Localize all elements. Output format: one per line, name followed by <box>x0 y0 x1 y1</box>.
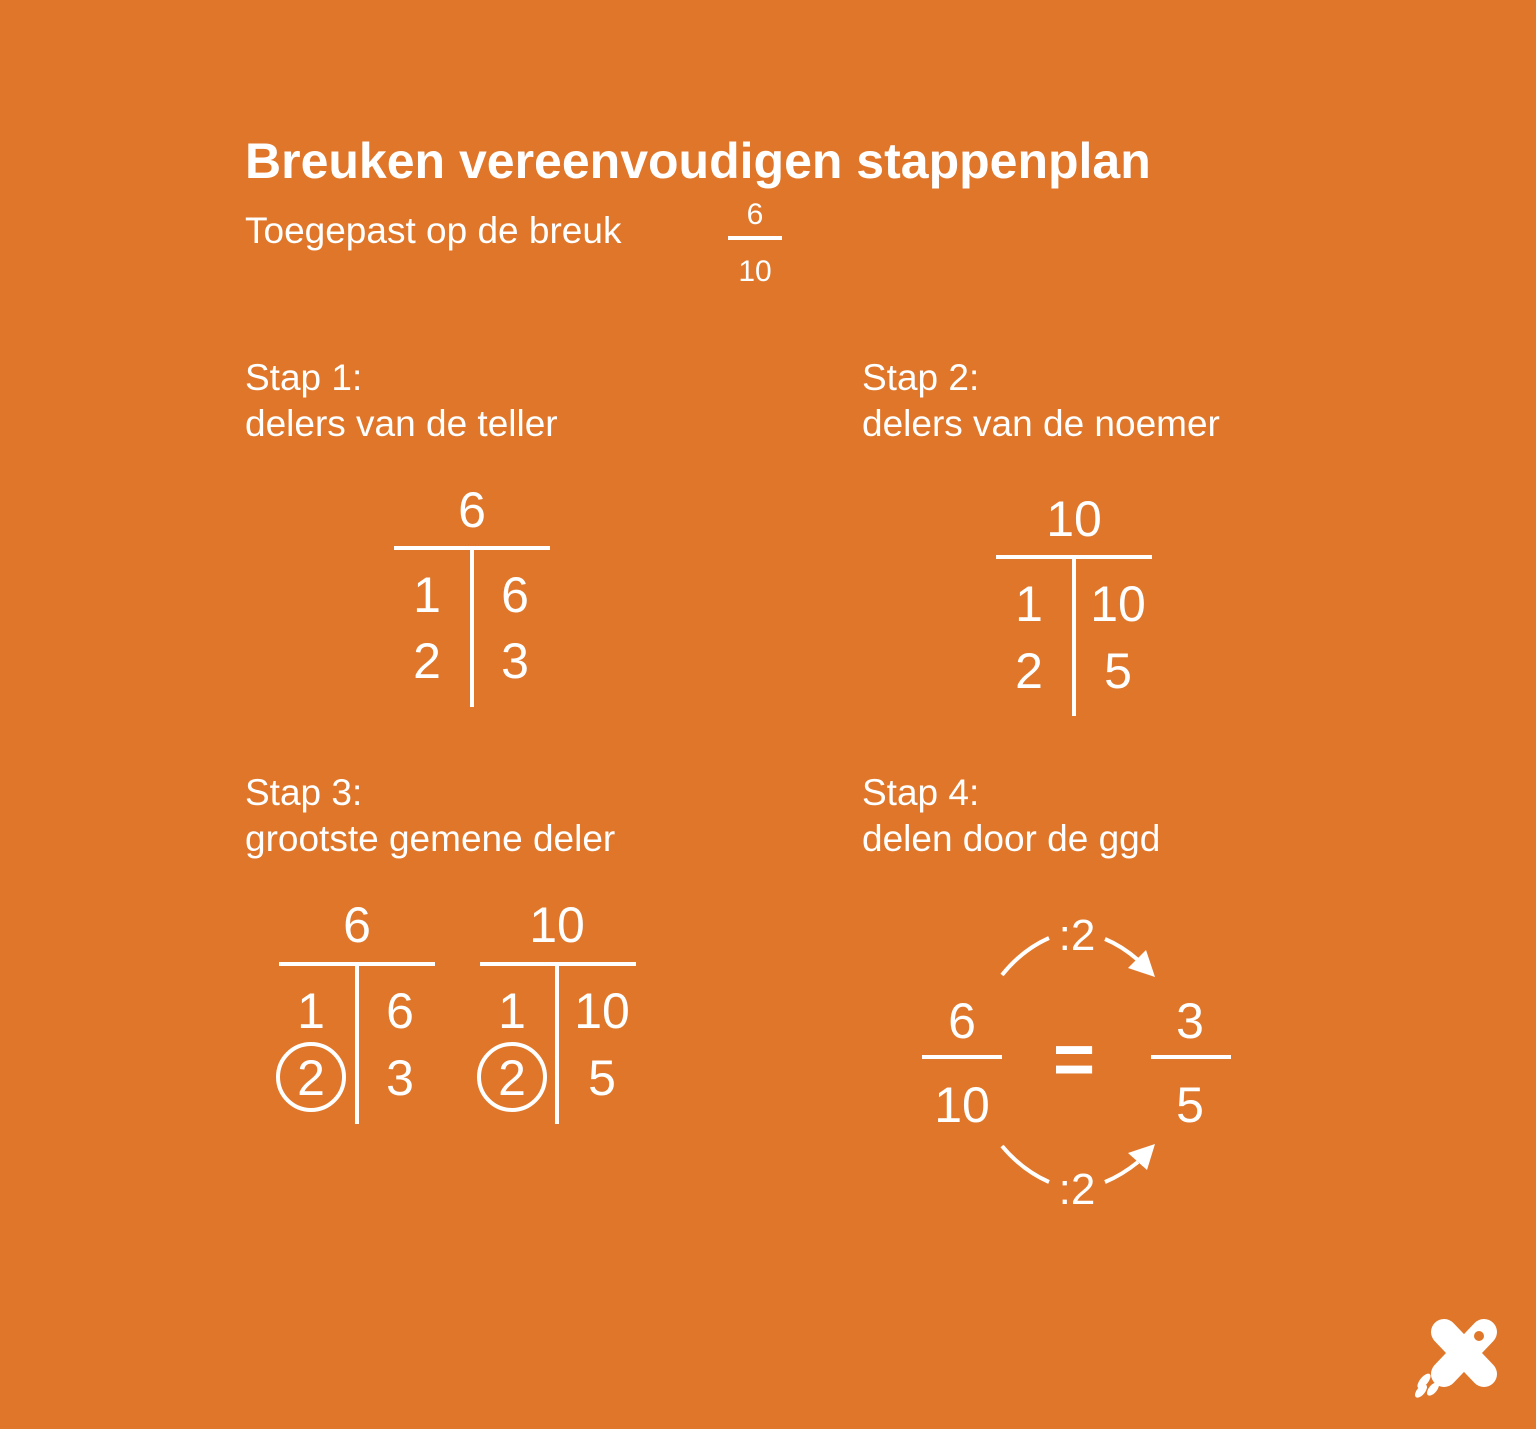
rocket-x-logo-icon <box>1413 1331 1484 1400</box>
fraction-simplified <box>1151 993 1231 1133</box>
bottom-arc <box>1002 1146 1049 1182</box>
table-cell: 10 <box>1090 576 1146 632</box>
bottom-arc-arrow-shaft <box>1105 1162 1138 1182</box>
table-cell-circled: 2 <box>498 1050 526 1106</box>
table-cell-circled: 2 <box>297 1050 325 1106</box>
top-divide-label: :2 <box>1058 911 1096 960</box>
table-cell: 1 <box>498 983 526 1039</box>
table-cell: 1 <box>1015 576 1043 632</box>
table-number: 6 <box>343 897 371 953</box>
step-heading: Stap 3: <box>245 772 363 813</box>
step-description: delen door de ggd <box>862 818 1161 859</box>
step-1 <box>245 357 558 707</box>
table-cell: 1 <box>413 567 441 623</box>
table-cell: 6 <box>386 983 414 1039</box>
table-cell: 3 <box>501 633 529 689</box>
table-cell: 10 <box>574 983 630 1039</box>
fraction-denominator: 10 <box>934 1077 990 1133</box>
step-3 <box>245 772 636 1124</box>
table-number: 10 <box>1046 491 1102 547</box>
table-cell: 1 <box>297 983 325 1039</box>
fraction-denominator: 5 <box>1176 1077 1204 1133</box>
table-cell: 3 <box>386 1050 414 1106</box>
step-2 <box>862 357 1220 716</box>
table-number: 6 <box>458 482 486 538</box>
subtitle: Toegepast op de breuk <box>245 210 622 251</box>
subtitle-numerator: 6 <box>746 198 764 231</box>
divisor-table <box>394 482 550 707</box>
step-description: grootste gemene deler <box>245 818 616 859</box>
table-cell: 5 <box>1104 643 1132 699</box>
top-arc-arrow-shaft <box>1105 939 1138 960</box>
step-4 <box>862 772 1231 1214</box>
subtitle-fraction <box>728 198 782 288</box>
equals-sign: = <box>1052 1020 1096 1100</box>
divisor-table <box>996 491 1152 716</box>
bottom-divide-label: :2 <box>1058 1165 1096 1214</box>
step-heading: Stap 4: <box>862 772 980 813</box>
step-description: delers van de noemer <box>862 403 1220 444</box>
divisor-table-denominator <box>479 897 636 1124</box>
top-arc <box>1002 938 1049 975</box>
fraction-numerator: 3 <box>1176 993 1204 1049</box>
page-title: Breuken vereenvoudigen stappenplan <box>245 133 1151 189</box>
fraction-original <box>922 993 1002 1133</box>
table-cell: 6 <box>501 567 529 623</box>
table-number: 10 <box>529 897 585 953</box>
table-cell: 5 <box>588 1050 616 1106</box>
step-heading: Stap 1: <box>245 357 363 398</box>
table-cell: 2 <box>1015 643 1043 699</box>
subtitle-denominator: 10 <box>738 255 772 288</box>
table-cell: 2 <box>413 633 441 689</box>
step-heading: Stap 2: <box>862 357 980 398</box>
divisor-table-numerator <box>278 897 435 1124</box>
fraction-numerator: 6 <box>948 993 976 1049</box>
step-description: delers van de teller <box>245 403 558 444</box>
